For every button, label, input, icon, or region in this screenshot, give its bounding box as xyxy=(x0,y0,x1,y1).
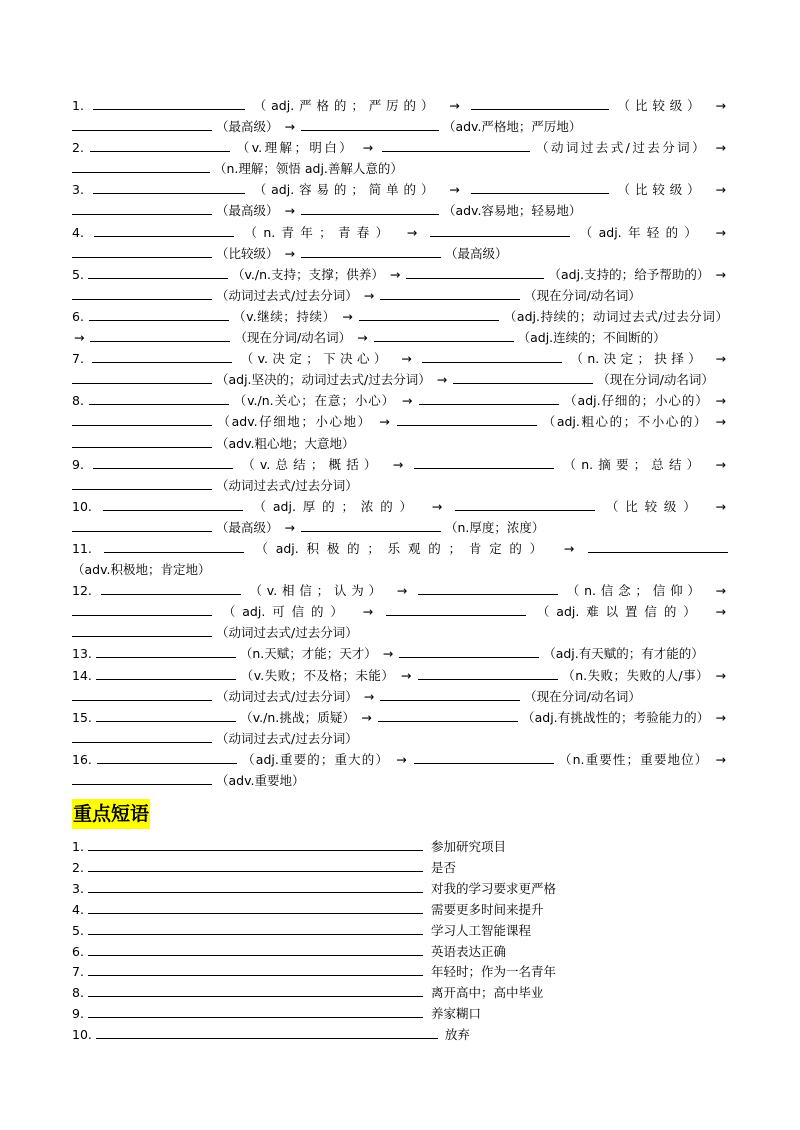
word-hint: （adv.仔细地；小心地） xyxy=(217,414,372,430)
arrow-icon: → xyxy=(715,266,726,282)
arrow-icon: → xyxy=(449,98,460,113)
answer-blank[interactable] xyxy=(72,518,212,532)
arrow-icon: → xyxy=(363,287,375,303)
word-hint: （现在分词/动名词） xyxy=(524,688,641,704)
arrow-icon: → xyxy=(431,498,443,514)
arrow-icon: → xyxy=(563,540,575,556)
word-hint: （动词过去式/过去分词） xyxy=(215,287,358,303)
answer-blank[interactable] xyxy=(471,180,609,194)
phrase-number: 4. xyxy=(72,901,84,917)
phrase-answer-blank[interactable] xyxy=(88,942,423,956)
vocab-item xyxy=(72,390,728,453)
word-hint: （n.厚度；浓度） xyxy=(444,519,545,535)
vocab-item xyxy=(72,496,728,538)
phrase-answer-blank[interactable] xyxy=(88,879,423,893)
vocab-item xyxy=(72,665,728,707)
arrow-icon: → xyxy=(401,393,413,409)
phrase-meaning: 是否 xyxy=(430,859,456,875)
phrase-item xyxy=(72,837,728,858)
answer-blank[interactable] xyxy=(89,391,229,405)
answer-blank[interactable] xyxy=(301,201,439,215)
word-hint: （adj.连续的；不间断的） xyxy=(517,330,666,346)
answer-blank[interactable] xyxy=(406,265,544,279)
answer-blank[interactable] xyxy=(101,581,241,595)
phrase-number: 10. xyxy=(72,1027,92,1043)
answer-blank[interactable] xyxy=(414,750,554,764)
phrase-item xyxy=(72,962,728,983)
phrase-meaning: 参加研究项目 xyxy=(430,839,506,855)
phrase-meaning: 离开高中；高中毕业 xyxy=(430,985,544,1001)
answer-blank[interactable] xyxy=(386,602,526,616)
answer-blank[interactable] xyxy=(72,286,212,300)
word-hint: （v.失败；不及格；未能） xyxy=(240,667,395,683)
vocab-item xyxy=(72,707,728,749)
answer-blank[interactable] xyxy=(96,644,236,658)
arrow-icon: → xyxy=(396,751,407,767)
word-hint: （adj.严格的；严厉的） xyxy=(253,98,439,113)
word-hint: （最高级） xyxy=(215,203,279,219)
answer-blank[interactable] xyxy=(453,370,593,384)
answer-blank[interactable] xyxy=(418,666,558,680)
word-hint: （adj.仔细的；小心的） xyxy=(564,393,709,409)
answer-blank[interactable] xyxy=(455,497,595,511)
phrase-item xyxy=(72,858,728,879)
item-number: 14. xyxy=(72,667,92,683)
word-hint: （adj.持续的；动词过去式/过去分词） xyxy=(503,308,728,324)
item-number: 3. xyxy=(72,182,84,198)
word-hint: （v./n.支持；支撑；供养） xyxy=(231,266,384,282)
answer-blank[interactable] xyxy=(72,771,212,785)
arrow-icon: → xyxy=(342,308,353,324)
phrase-meaning: 放弃 xyxy=(444,1027,470,1043)
vocab-item xyxy=(72,749,728,791)
vocab-item xyxy=(72,179,728,221)
vocab-item xyxy=(72,643,728,664)
arrow-icon: → xyxy=(400,667,412,683)
word-hint: （adj.有挑战性的；考验能力的） xyxy=(521,709,710,725)
arrow-icon: → xyxy=(715,456,726,472)
phrase-item xyxy=(72,879,728,900)
item-number: 2. xyxy=(72,140,84,156)
answer-blank[interactable] xyxy=(94,223,234,237)
arrow-icon: → xyxy=(392,456,404,472)
answer-blank[interactable] xyxy=(97,750,237,764)
phrase-answer-blank[interactable] xyxy=(88,1004,423,1018)
answer-blank[interactable] xyxy=(380,286,520,300)
answer-blank[interactable] xyxy=(72,117,212,131)
vocab-item xyxy=(72,348,728,390)
phrase-answer-blank[interactable] xyxy=(88,962,423,976)
answer-blank[interactable] xyxy=(72,687,212,701)
phrase-answer-blank[interactable] xyxy=(88,900,423,914)
word-hint: （动词过去式/过去分词） xyxy=(215,625,358,641)
word-hint: （动词过去式/过去分词） xyxy=(536,140,708,156)
answer-blank[interactable] xyxy=(96,708,236,722)
word-hint: （v.继续；持续） xyxy=(233,308,336,324)
phrase-number: 9. xyxy=(72,1006,84,1022)
answer-blank[interactable] xyxy=(93,180,245,194)
answer-blank[interactable] xyxy=(72,244,212,258)
arrow-icon: → xyxy=(715,604,726,620)
word-hint: （最高级） xyxy=(444,245,508,261)
answer-blank[interactable] xyxy=(103,497,243,511)
word-hint: （adv.容易地；轻易地） xyxy=(442,203,582,219)
item-number: 7. xyxy=(72,351,84,367)
word-hint: （adj.可信的） xyxy=(222,604,350,620)
arrow-icon: → xyxy=(449,182,460,198)
arrow-icon: → xyxy=(715,351,726,367)
word-hint: （adj.粗心的；不小心的） xyxy=(542,414,708,430)
arrow-icon: → xyxy=(401,351,412,367)
arrow-icon: → xyxy=(715,224,726,240)
answer-blank[interactable] xyxy=(72,602,212,616)
word-hint: （v.理解；明白） xyxy=(236,140,355,156)
answer-blank[interactable] xyxy=(380,687,520,701)
arrow-icon: → xyxy=(715,498,726,514)
arrow-icon: → xyxy=(406,224,418,240)
arrow-icon: → xyxy=(362,604,374,620)
word-hint: （adj.积极的；乐观的；肯定的） xyxy=(255,540,550,556)
arrow-icon: → xyxy=(396,583,408,599)
word-hint: （adv.粗心地；大意地） xyxy=(215,435,355,451)
answer-blank[interactable] xyxy=(397,412,537,426)
word-hint: （n.失败；失败的人/事） xyxy=(562,667,710,683)
answer-blank[interactable] xyxy=(88,265,228,279)
word-hint: （adj.坚决的；动词过去式/过去分词） xyxy=(215,372,431,388)
answer-blank[interactable] xyxy=(399,644,539,658)
phrase-item xyxy=(72,900,728,921)
arrow-icon: → xyxy=(284,519,295,535)
arrow-icon: → xyxy=(715,182,726,198)
word-hint: （v.相信；认为） xyxy=(249,583,386,599)
phrase-item xyxy=(72,1025,728,1046)
phrase-meaning: 年轻时；作为一名青年 xyxy=(430,964,556,980)
item-number: 13. xyxy=(72,646,92,662)
arrow-icon: → xyxy=(361,709,372,725)
phrase-answer-blank[interactable] xyxy=(88,983,423,997)
arrow-icon: → xyxy=(284,203,295,219)
answer-blank[interactable] xyxy=(471,96,609,110)
answer-blank[interactable] xyxy=(96,666,236,680)
answer-blank[interactable] xyxy=(89,307,229,321)
worksheet-page xyxy=(72,95,728,1046)
answer-blank[interactable] xyxy=(93,96,245,110)
word-hint: （adj.支持的；给予帮助的） xyxy=(548,266,710,282)
arrow-icon: → xyxy=(362,140,374,156)
answer-blank[interactable] xyxy=(90,328,230,342)
word-hint: （比较级） xyxy=(605,498,703,514)
phrase-answer-blank[interactable] xyxy=(96,1025,438,1039)
arrow-icon: → xyxy=(74,330,85,346)
word-hint: （n.信念；信仰） xyxy=(566,583,705,599)
word-hint: （n.摘要；总结） xyxy=(563,456,705,472)
answer-blank[interactable] xyxy=(301,117,439,131)
phrase-number: 7. xyxy=(72,964,84,980)
item-number: 8. xyxy=(72,393,84,409)
answer-blank[interactable] xyxy=(92,349,232,363)
arrow-icon: → xyxy=(715,414,727,430)
phrase-meaning: 英语表达正确 xyxy=(430,943,506,959)
word-hint: （adv.重要地） xyxy=(215,773,305,788)
answer-blank[interactable] xyxy=(72,434,212,448)
answer-blank[interactable] xyxy=(72,623,212,637)
word-hint: （n.天赋；才能；天才） xyxy=(239,646,377,662)
vocab-item xyxy=(72,137,728,179)
arrow-icon: → xyxy=(715,98,726,113)
item-number: 5. xyxy=(72,266,84,282)
answer-blank[interactable] xyxy=(93,455,233,469)
word-hint: （adj.厚的；浓的） xyxy=(253,498,419,514)
vocab-item xyxy=(72,95,728,137)
word-hint: （现在分词/动名词） xyxy=(234,330,352,346)
answer-blank[interactable] xyxy=(72,370,212,384)
vocab-item xyxy=(72,580,728,643)
word-hint: （n.决定；抉择） xyxy=(570,351,706,367)
word-hint: （v./n.关心；在意；小心） xyxy=(233,393,396,409)
answer-blank[interactable] xyxy=(72,476,212,490)
word-hint: （adj.年轻的） xyxy=(579,224,704,240)
answer-blank[interactable] xyxy=(72,412,212,426)
item-number: 16. xyxy=(72,751,92,767)
word-hint: （adj.有天赋的；有才能的） xyxy=(543,646,704,662)
word-hint: （v.决定；下决心） xyxy=(240,351,391,367)
phrase-answer-blank[interactable] xyxy=(88,837,423,851)
phrase-item xyxy=(72,1004,728,1025)
phrase-number: 6. xyxy=(72,943,84,959)
answer-blank[interactable] xyxy=(588,539,728,553)
section-title: 重点短语 xyxy=(72,799,150,829)
word-hint: （adv.积极地；肯定地） xyxy=(72,562,211,578)
phrase-meaning: 养家糊口 xyxy=(430,1006,481,1022)
item-number: 6. xyxy=(72,308,84,324)
arrow-icon: → xyxy=(363,688,375,704)
phrase-answer-blank[interactable] xyxy=(88,921,423,935)
answer-blank[interactable] xyxy=(382,138,530,152)
phrase-number: 5. xyxy=(72,922,84,938)
vocab-item xyxy=(72,538,728,580)
answer-blank[interactable] xyxy=(374,328,514,342)
phrase-meaning: 对我的学习要求更严格 xyxy=(430,880,556,896)
answer-blank[interactable] xyxy=(414,455,554,469)
answer-blank[interactable] xyxy=(378,708,518,722)
answer-blank[interactable] xyxy=(72,159,210,173)
answer-blank[interactable] xyxy=(422,349,562,363)
arrow-icon: → xyxy=(357,330,368,346)
vocab-item xyxy=(72,454,728,496)
word-hint: （v.总结；概括） xyxy=(242,456,382,472)
phrase-number: 1. xyxy=(72,839,84,855)
item-number: 4. xyxy=(72,224,84,240)
word-hint: （n.重要性；重要地位） xyxy=(558,751,709,767)
item-number: 12. xyxy=(72,583,92,599)
word-hint: （动词过去式/过去分词） xyxy=(215,730,358,746)
word-hint: （adj.难以置信的） xyxy=(536,604,703,620)
word-hint: （动词过去式/过去分词） xyxy=(215,688,358,704)
item-number: 9. xyxy=(72,456,84,472)
arrow-icon: → xyxy=(389,266,401,282)
word-hint: （比较级） xyxy=(215,245,279,261)
vocab-item xyxy=(72,264,728,306)
phrase-number: 3. xyxy=(72,880,84,896)
word-hint: （n.青年；青春） xyxy=(244,224,395,240)
word-hint: （现在分词/动名词） xyxy=(524,287,641,303)
answer-blank[interactable] xyxy=(72,201,212,215)
answer-blank[interactable] xyxy=(72,729,212,743)
item-number: 11. xyxy=(72,540,92,556)
word-hint: （v./n.挑战；质疑） xyxy=(240,709,356,725)
answer-blank[interactable] xyxy=(90,138,230,152)
answer-blank[interactable] xyxy=(359,307,499,321)
word-hint: （最高级） xyxy=(215,519,279,535)
answer-blank[interactable] xyxy=(418,581,558,595)
word-hint: （adj.容易的；简单的） xyxy=(253,182,439,198)
answer-blank[interactable] xyxy=(104,539,244,553)
vocab-item xyxy=(72,306,728,348)
phrase-meaning: 学习人工智能课程 xyxy=(430,922,531,938)
item-number: 10. xyxy=(72,498,92,514)
phrase-list xyxy=(72,837,728,1046)
arrow-icon: → xyxy=(382,646,394,662)
phrase-answer-blank[interactable] xyxy=(88,858,423,872)
arrow-icon: → xyxy=(284,119,295,135)
answer-blank[interactable] xyxy=(301,244,441,258)
arrow-icon: → xyxy=(715,709,726,725)
vocabulary-list xyxy=(72,95,728,791)
word-hint: （adj.重要的；重大的） xyxy=(242,751,390,767)
word-hint: （最高级） xyxy=(215,119,279,135)
word-hint: （adv.严格地；严厉地） xyxy=(442,119,582,135)
arrow-icon: → xyxy=(715,751,726,767)
phrase-item xyxy=(72,983,728,1004)
arrow-icon: → xyxy=(715,393,726,409)
arrow-icon: → xyxy=(715,140,726,156)
answer-blank[interactable] xyxy=(301,518,441,532)
phrase-number: 8. xyxy=(72,985,84,1001)
phrase-item xyxy=(72,942,728,963)
arrow-icon: → xyxy=(715,583,726,599)
arrow-icon: → xyxy=(436,372,448,388)
phrase-number: 2. xyxy=(72,859,84,875)
vocab-item xyxy=(72,222,728,264)
word-hint: （比较级） xyxy=(617,98,705,113)
phrase-meaning: 需要更多时间来提升 xyxy=(430,901,544,917)
answer-blank[interactable] xyxy=(419,391,559,405)
item-number: 1. xyxy=(72,98,84,113)
word-hint: （比较级） xyxy=(617,182,705,198)
word-hint: （动词过去式/过去分词） xyxy=(215,477,358,493)
item-number: 15. xyxy=(72,709,92,725)
arrow-icon: → xyxy=(379,414,390,430)
word-hint: （现在分词/动名词） xyxy=(597,372,714,388)
word-hint: （n.理解；领悟 adj.善解人意的） xyxy=(213,161,403,177)
phrase-item xyxy=(72,921,728,942)
answer-blank[interactable] xyxy=(430,223,570,237)
arrow-icon: → xyxy=(284,245,295,261)
arrow-icon: → xyxy=(715,667,726,683)
